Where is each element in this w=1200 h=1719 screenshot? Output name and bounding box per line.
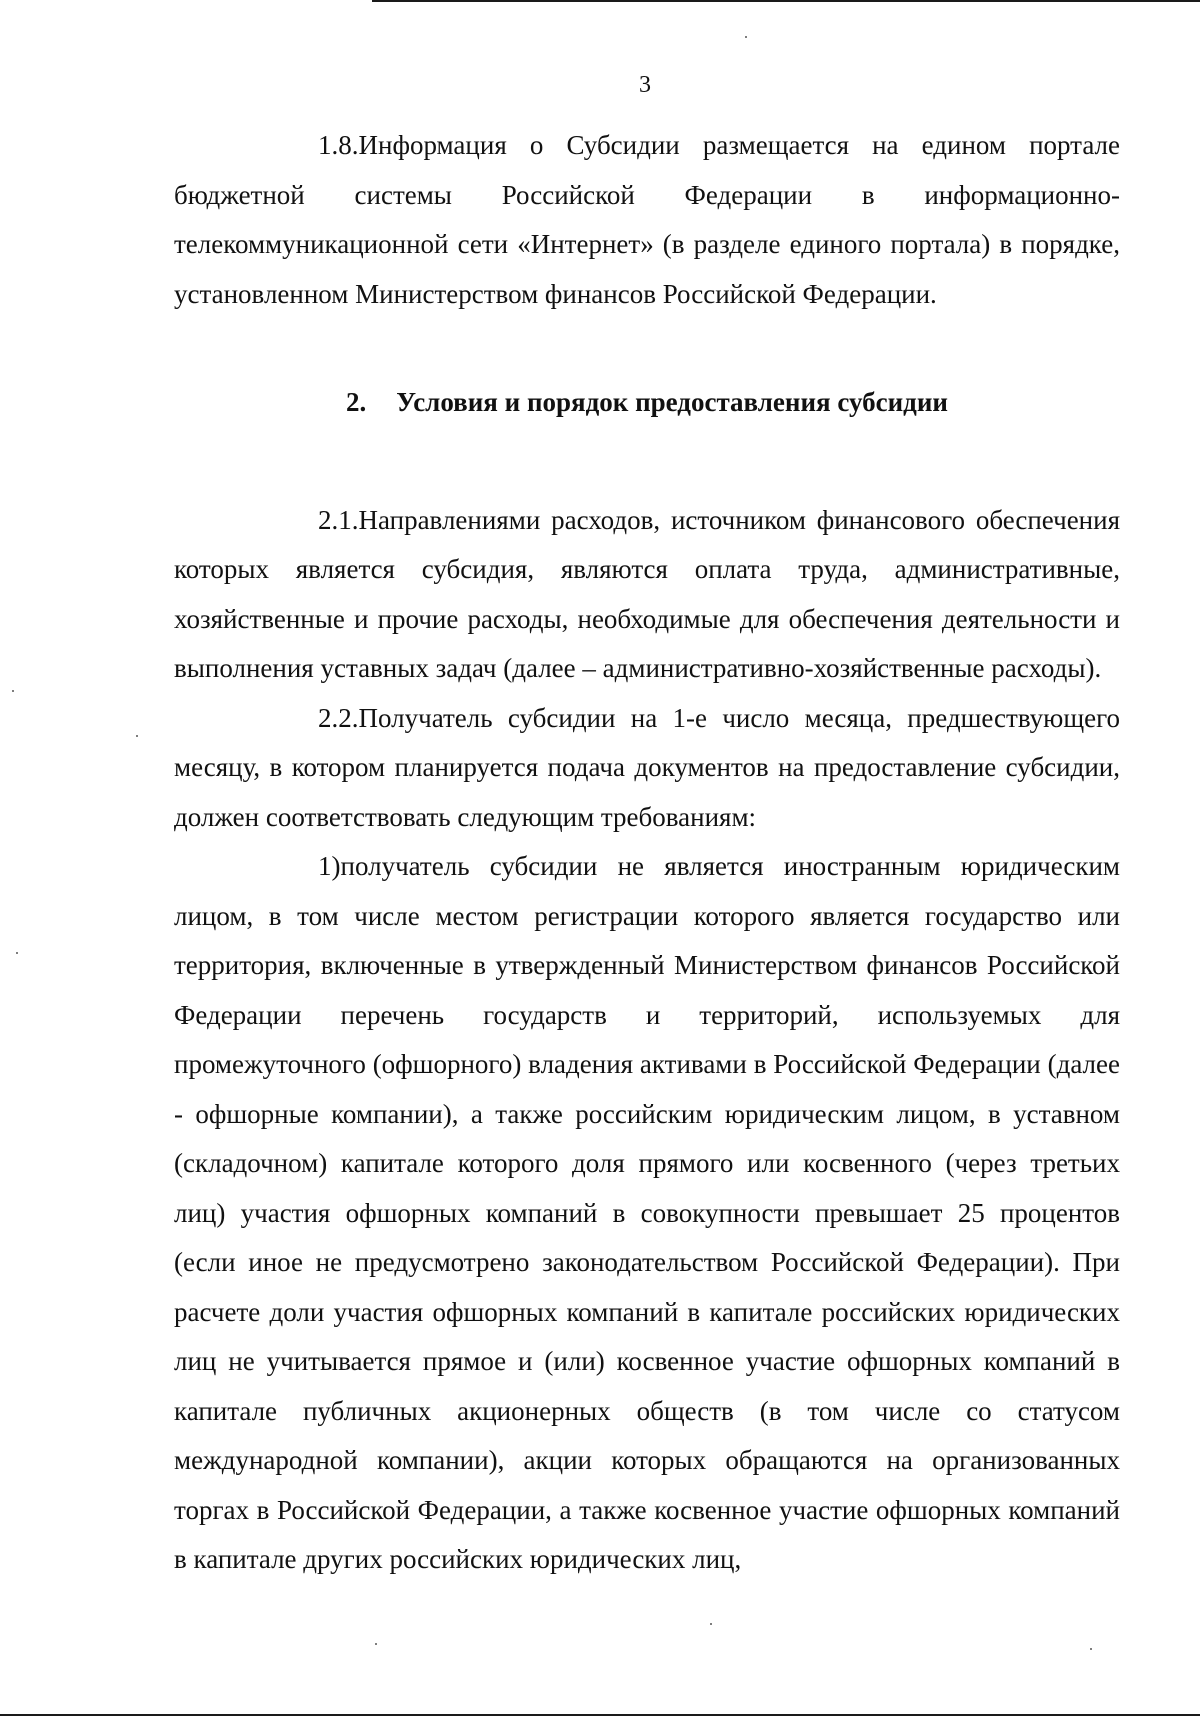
document-body xyxy=(174,121,1120,1585)
paragraph-number: 1.8. xyxy=(318,130,359,160)
paragraph-2-1 xyxy=(174,496,1120,694)
scan-speck xyxy=(136,735,138,737)
paragraph-text: Направлениями расходов, источником финансового обеспечения которых является субсидия, являются оплата труда, административные, хозяйственные и прочие расходы, необходимые для обеспечения деятельности и выполнения уставных задач (далее – административно-хозяйственные расходы). xyxy=(174,504,1120,683)
bottom-scan-border xyxy=(0,1714,1200,1716)
section-title: Условия и порядок предоставления субсидии xyxy=(396,387,948,417)
scan-speck xyxy=(375,1643,377,1645)
scan-speck xyxy=(12,690,14,692)
scan-speck xyxy=(16,952,18,954)
scan-speck xyxy=(710,1623,712,1625)
paragraph-1-8 xyxy=(174,121,1120,319)
paragraph-number: 2.2. xyxy=(318,702,359,733)
paragraph-text: Информация о Субсидии размещается на едином портале бюджетной системы Российской Федерации в информационно-телекоммуникационной сети «Интернет» (в разделе единого портала) в порядке, установленном Министерством финансов Российской Федерации. xyxy=(174,130,1120,309)
list-item-text: получатель субсидии не является иностранным юридическим лицом, в том числе местом регистрации которого является государство или территория, включенные в утвержденный Министерством финансов Российской Федерации перечень государств и территорий, используемых для промежуточного (офшорного) владения активами в Российской Федерации (далее - офшорные компании), а также российским юридическим лицом, в уставном (складочном) капитале которого доля прямого или косвенного (через третьих лиц) участия офшорных компаний в совокупности превышает 25 процентов (если иное не предусмотрено законодательством Российской Федерации). При расчете доли участия офшорных компаний в капитале российских юридических лиц не учитывается прямое и (или) косвенное участие офшорных компаний в капитале публичных акционерных обществ (в том числе со статусом международной компании), акции которых обращаются на организованных торгах в Российской Федерации, а также косвенное участие офшорных компаний в капитале других российских юридических лиц, xyxy=(174,851,1120,1574)
scan-speck xyxy=(1090,1648,1092,1650)
scan-speck xyxy=(745,36,747,38)
page-number: 3 xyxy=(639,72,651,98)
list-item-number: 1) xyxy=(318,851,341,881)
paragraph-2-2 xyxy=(174,694,1120,843)
list-item-1 xyxy=(174,842,1120,1585)
top-scan-border xyxy=(372,0,1200,2)
paragraph-text: Получатель субсидии на 1-е число месяца, предшествующего месяцу, в котором планируется подача документов на предоставление субсидии, должен соответствовать следующим требованиям: xyxy=(174,702,1120,832)
section-number: 2. xyxy=(346,387,367,417)
section-heading xyxy=(174,378,1120,428)
paragraph-number: 2.1. xyxy=(318,504,359,535)
